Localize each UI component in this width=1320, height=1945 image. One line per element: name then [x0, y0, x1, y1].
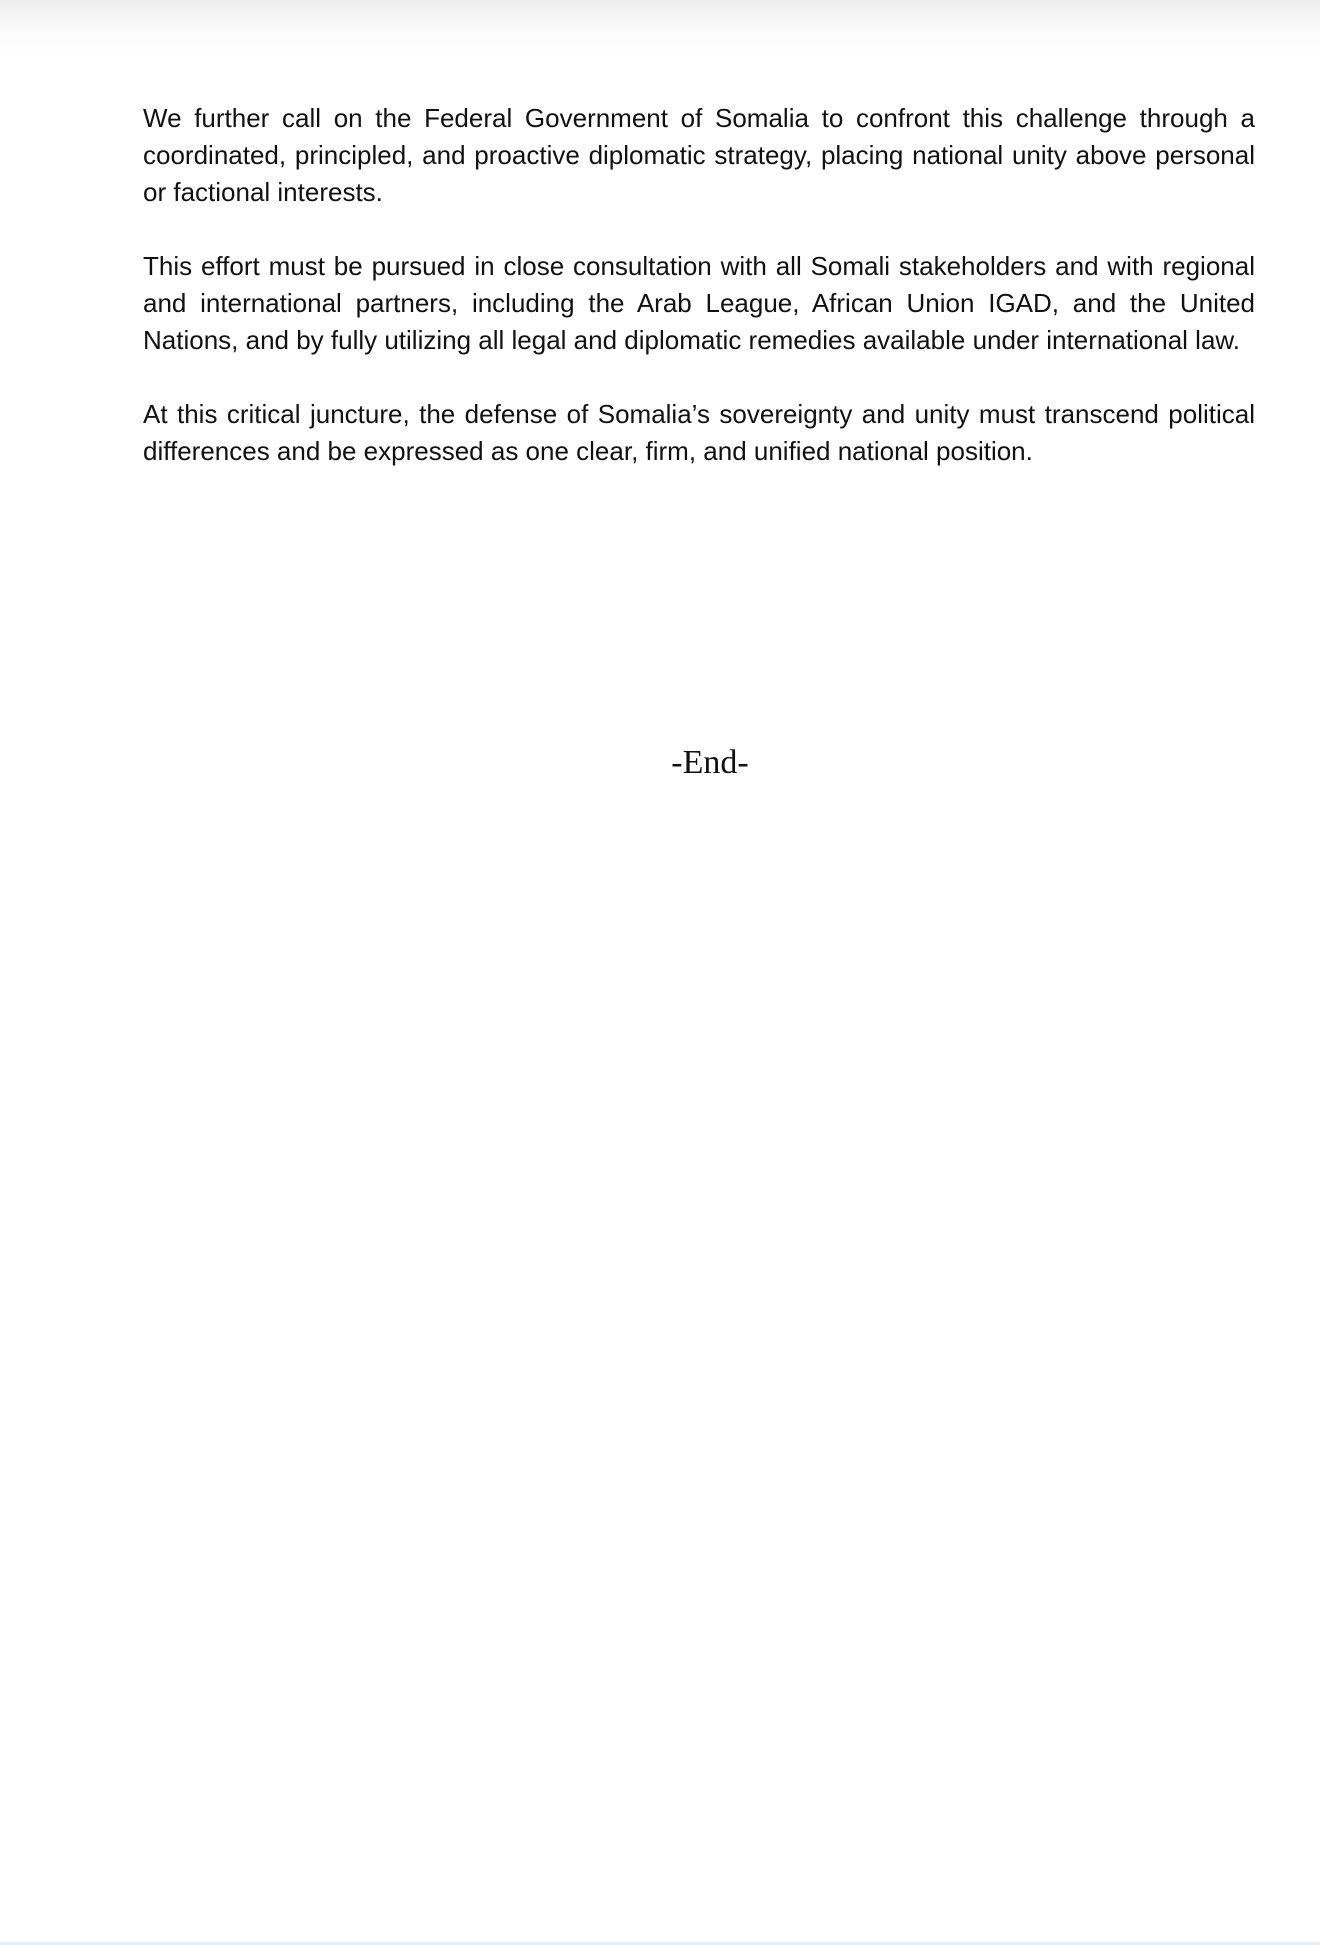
- paragraph-call-on-government: We further call on the Federal Government of Somalia to confront this challenge through a coordinated, principled, and proactive diplomatic strategy, placing national unity above personal or factional interests.: [143, 103, 1255, 207]
- paragraph-critical-juncture: At this critical juncture, the defense of Somalia’s sovereignty and unity must transcend political differences and be expressed as one clear, firm, and unified national position.: [143, 399, 1255, 466]
- paragraph-consultation: This effort must be pursued in close consultation with all Somali stakeholders and with regional and international partners, including the Arab League, African Union IGAD, and the United Nations, and by fully utilizing all legal and diplomatic remedies available under international law.: [143, 251, 1255, 355]
- document-body: [143, 100, 1255, 507]
- end-mark: -End-: [671, 744, 749, 781]
